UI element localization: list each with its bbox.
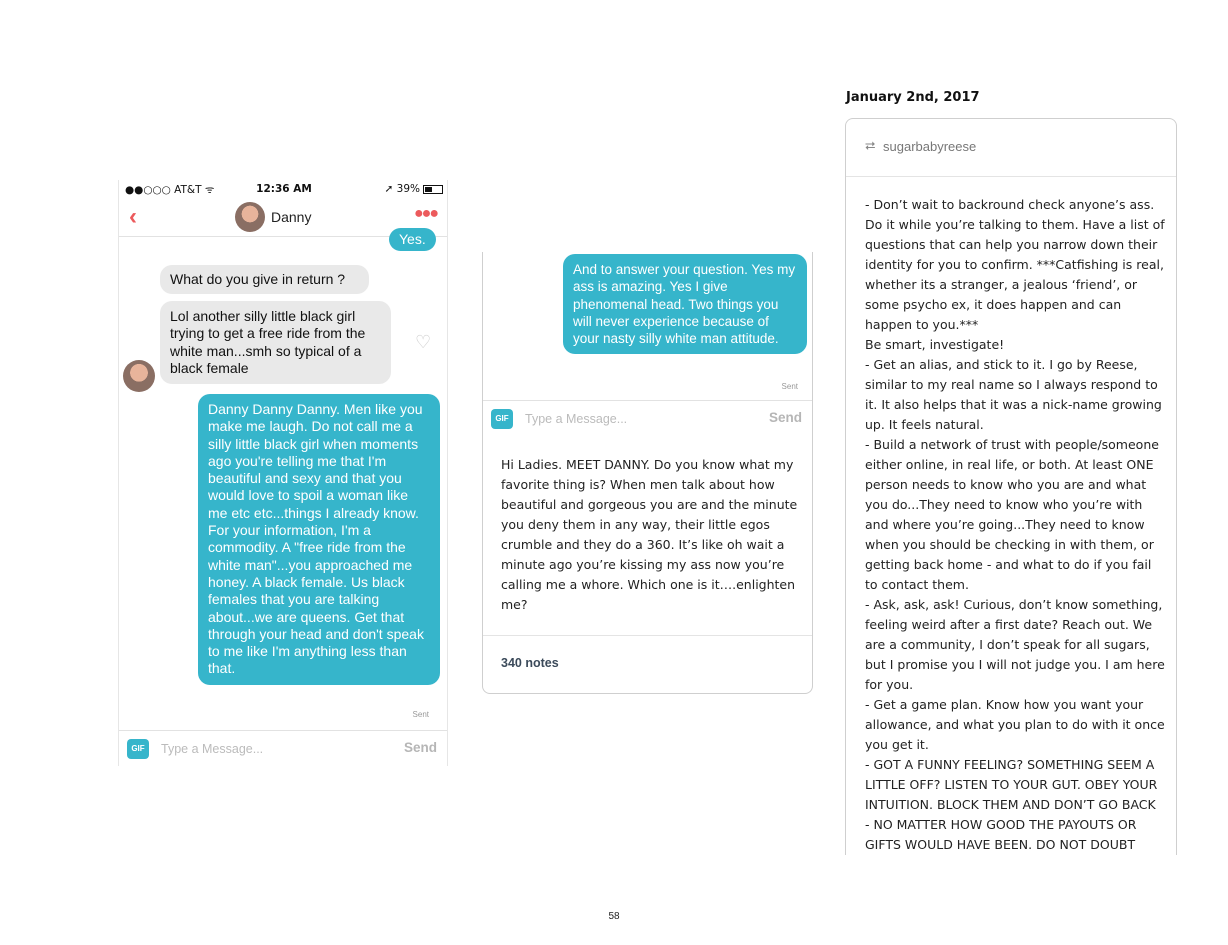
status-time: 12:36 AM (256, 183, 312, 195)
send-button[interactable]: Send (403, 740, 437, 755)
message-compose-bar (119, 730, 447, 766)
message-input[interactable] (161, 736, 381, 762)
message-bubble-outgoing (563, 254, 807, 354)
message-bubble-outgoing (198, 394, 440, 685)
divider (483, 635, 812, 636)
post-paragraph: - NO MATTER HOW GOOD THE PAYOUTS OR GIFTS WOULD HAVE BEEN. DO NOT DOUBT (865, 817, 1137, 852)
contact-name[interactable]: Danny (271, 209, 312, 225)
post-paragraph: Be smart, investigate! (865, 337, 1005, 352)
post-date: January 2nd, 2017 (846, 90, 980, 105)
reblog-icon: ⮂ (865, 138, 876, 153)
back-chevron-icon[interactable]: ‹ (129, 203, 137, 230)
carrier-signal: ●●○○○ AT&T ᯤ (125, 184, 215, 196)
message-text: And to answer your question. Yes my ass is amazing. Yes I give phenomenal head. Two things you will never experience because of your nasty silly white man attitude. (573, 262, 796, 347)
notes-count[interactable]: 340 notes (501, 656, 559, 670)
page-number: 58 (608, 911, 620, 922)
post-paragraph: - Ask, ask, ask! Curious, don’t know something, feeling weird after a first date? Reach out. We are a community, I don’t speak for all sugars, but I promise you I will not judge you. I am here for you. (865, 597, 1165, 692)
message-text: Yes. (399, 231, 426, 247)
heart-icon[interactable]: ♡ (415, 332, 432, 352)
message-text: Lol another silly little black girl trying to get a free ride from the white man...smh so typical of a black female (170, 308, 366, 376)
post-card-right (845, 118, 1177, 855)
message-input[interactable] (525, 406, 745, 432)
message-compose-bar (483, 400, 812, 436)
battery-percent: ➚ 39% (384, 183, 420, 195)
post-paragraph: - Don’t wait to backround check anyone’s ass. Do it while you’re talking to them. Have a list of questions that can help you narrow down their identity for you to confirm. ***Catfishing is real, whether its a stranger, a jealous ‘friend’, or some psycho ex, it does happen and can happen to you.*** (865, 197, 1165, 332)
post-card-middle (482, 252, 813, 694)
gif-button[interactable]: GIF (127, 739, 149, 759)
battery-indicator (385, 183, 443, 195)
contact-avatar[interactable] (235, 202, 265, 232)
message-bubble-outgoing (389, 228, 436, 251)
sent-status: Sent (781, 382, 798, 391)
gif-button[interactable]: GIF (491, 409, 513, 429)
reblog-username[interactable]: sugarbabyreese (883, 139, 977, 154)
message-text: What do you give in return ? (170, 271, 346, 287)
status-bar (119, 180, 448, 197)
sent-status: Sent (412, 710, 429, 719)
post-paragraph: - Get a game plan. Know how you want your allowance, and what you plan to do with it once you get it. (865, 697, 1165, 752)
message-text: Danny Danny Danny. Men like you make me laugh. Do not call me a silly little black girl when moments ago you're telling me that I'm beautiful and sexy and that you would love to spoil a woman like me etc etc...things I already know. For your information, I'm a commodity. A "free ride from the white man"...you approached me honey. A black female. Us black females that you are talking about...we are queens. Get that through your head and don't speak to me like I'm anything less than that. (208, 401, 424, 677)
post-body (865, 195, 1165, 855)
post-paragraph: - Get an alias, and stick to it. I go by Reese, similar to my real name so I always respond to it. It also helps that it was a nick-name growing up. It feels natural. (865, 357, 1162, 432)
battery-icon (423, 185, 443, 194)
message-bubble-incoming (160, 301, 391, 384)
send-button[interactable]: Send (768, 410, 802, 425)
post-paragraph: - GOT A FUNNY FEELING? SOMETHING SEEM A LITTLE OFF? LISTEN TO YOUR GUT. OBEY YOUR INTUITION. BLOCK THEM AND DON’T GO BACK (865, 757, 1158, 812)
contact-avatar-small (123, 360, 155, 392)
reblog-header (846, 119, 1176, 177)
chat-screenshot-left (118, 180, 448, 766)
post-paragraph: - Build a network of trust with people/someone either online, in real life, or both. At least ONE person needs to know who you are and what you do...They need to know who you’re with and where you’re going...They need to know when you should be checking in with them, or getting back home - and what to do if you fail to contact them. (865, 437, 1159, 592)
more-options-icon[interactable]: ●●● (414, 205, 437, 222)
post-body: Hi Ladies. MEET DANNY. Do you know what my favorite thing is? When men talk about how beautiful and gorgeous you are and the minute you deny them in any way, their little egos crumble and they do a 360. It’s like oh wait a minute ago you’re kissing my ass now you’re calling me a whore. Which one is it….enlighten me? (501, 457, 798, 612)
message-bubble-incoming (160, 265, 369, 294)
